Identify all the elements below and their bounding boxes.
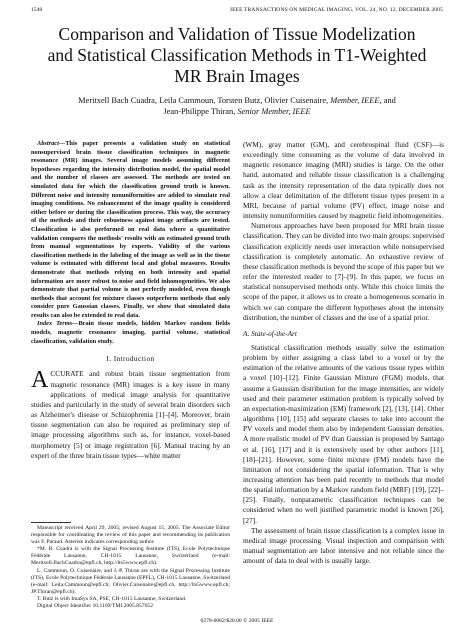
author-line-2 <box>40 106 434 117</box>
footnote-2: *M. B. Cuadra is with the Signal Processing Institute (ITS), Ecole Polytechnique Fédérale Lausanne, CH-1015 Lausanne, Switzerland (e-mail: Meritxell.BachCuadra@epfl.ch, http://lts5www.epfl.ch). <box>31 546 230 567</box>
title-line-3: MR Brain Images <box>174 66 300 86</box>
authors-and: and <box>383 96 396 105</box>
section-heading-introduction: I. Introduction <box>106 354 155 364</box>
classification-approaches-paragraph: Numerous approaches have been proposed for MRI brain tissue classification. They can be divided into two main groups: supervised classification explicitly needs user interaction while nonsupervised classification is completely automatic. An exhaustive review of these classification methods is beyond the scope of this paper but we refer the interested reader to [7]–[9]. In this paper, we focus on statistical nonsupervised methods only. While this choice limits the scope of the paper, it allows us to create a homogeneous scenario in which we can compare the different hypotheses about the intensity distribution, the number of classes and the use of a spatial prior. <box>243 221 444 322</box>
author-line-1 <box>40 95 434 106</box>
intro-paragraph <box>31 369 230 460</box>
page-number: 1548 <box>31 7 43 13</box>
abstract <box>31 140 230 320</box>
footnotes <box>31 522 230 610</box>
footnote-3: L. Cammoun, O. Cuisenaire, and J.-P. Thiran are with the Signal Processing Institute (ITS), Ecole Polytechnique Fédérale Lausanne (EPFL), CH-1015 Lausanne, Switzerland (e-mail: Leila.Cammoun@epfl.ch; Olivier.Cuisenaire@epfl.ch, http://lts5www.epfl.ch; JP.Thiran@epfl.ch). <box>31 567 230 595</box>
copyright-line: 0278-0062/$20.00 © 2005 IEEE <box>200 618 274 624</box>
index-terms <box>31 320 230 346</box>
abstract-text: This paper presents a validation study on statistical nonsupervised brain tissue classification techniques in magnetic resonance (MR) images. Several image models assuming different hypotheses regarding the intensity distribution model, the spatial model and the number of classes are assessed. The methods are tested on simulated data for which the classification ground truth is known. Different noise and intensity nonuniformities are added to simulate real imaging conditions. No enhancement of the image quality is considered either before or during the classification process. This way, the accuracy of the methods and their robustness against image artifacts are tested. Classification is also performed on real data where a quantitative validation compares the methods' results with an estimated ground truth from manual segmentations by experts. Validity of the various classification methods in the labeling of the image as well as in the tissue volume is estimated with different local and global measures. Results demonstrate that methods relying on both intensity and spatial information are more robust to noise and field inhomogeneities. We also demonstrate that partial volume is not perfectly modeled, even though methods that account for mixture classes outperform methods that only consider pure Gaussian classes. Finally, we show that simulated data results can also be extended to real data. <box>31 140 230 319</box>
assessment-paragraph: The assessment of brain tissue classification is a complex issue in medical image processing. Visual inspection and comparison with manual segmentation are labor intensive and not reliable since the amount of data to deal with is usually large. <box>243 525 444 566</box>
footnote-rule <box>31 522 71 523</box>
authors-role-1: Member, IEEE, <box>330 96 382 105</box>
footnote-1: Manuscript received April 29, 2005; revised August 15, 2005. The Associate Editor responsible for coordinating the review of this paper and recommending its publication was F. Paraud. Asterisk indicates corresponding author. <box>31 525 230 546</box>
index-terms-text: Brain tissue models, hidden Markov random fields models, magnetic resonance imaging, partial volume, statistical classification, validation study. <box>31 320 230 345</box>
title-line-1: Comparison and Validation of Tissue Modelization <box>58 24 416 44</box>
intro-continued: (WM), gray matter (GM), and cerebrospinal fluid (CSF)—is exceedingly time consuming as the volume of data involved in magnetic resonance imaging (MRI) studies is large. On the other hand, automated and reliable tissue classification is a challenging task as the intensity representation of the data typically does not allow a clear delimitation of the different tissue types present in a MRI, because of partial volume (PV) effect, image noise and intensity nonuniformities caused by magnetic field inhomogeneities. <box>243 140 444 221</box>
running-head <box>31 7 443 17</box>
footnote-5: Digital Object Identifier 10.1109/TMI.2005.857652 <box>37 603 153 610</box>
paper-title <box>20 24 454 87</box>
authors-names-2: Jean-Philippe Thiran, <box>163 107 236 116</box>
journal-citation: IEEE TRANSACTIONS ON MEDICAL IMAGING, VOL. 24, NO. 12, DECEMBER 2005 <box>230 7 443 13</box>
right-column <box>243 140 444 566</box>
abstract-lead: Abstract— <box>37 140 66 147</box>
state-of-the-art-paragraph: Statistical classification methods usually solve the estimation problem by either assigning a class label to a voxel or by the estimation of the relative amounts of the various tissue types within a voxel [10]–[12]. Finite Gaussian Mixture (FGM) models, that assume a Gaussian distribution for the image intensities, are widely used and their parameter estimation problem is typically solved by an expectation-maximization (EM) framework [2], [13], [14]. Other algorithms [10], [15] add separate classes to take into account the PV voxels and model them also by independent Gaussian densities. A more realistic model of PV than Gaussian is proposed by Santago et al. [16], [17] and it is extensively used by other authors [11], [18]–[21]. However, some finite mixture (FM) models have the limitation of not considering the spatial information. That is why increasing attention has been paid recently to methods that model the spatial information by a Markov random field (MRF) [19], [22]–[25]. Finally, nonparametric classification techniques can be considered when no well justified parametric model is known [26], [27]. <box>243 342 444 525</box>
author-list <box>40 95 434 117</box>
authors-role-2: Senior Member, IEEE <box>237 107 311 116</box>
left-column <box>31 140 230 461</box>
footnote-4: T. Butz is with ImaSys SA, PSE, CH-1015 Lausanne, Switzerland. <box>37 595 187 602</box>
subsection-heading-state-of-the-art: A. State-of-the-Art <box>243 328 297 338</box>
authors-names-1: Meritxell Bach Cuadra, Leila Cammoun, Torsten Butz, Olivier Cuisenaire, <box>78 96 329 105</box>
intro-text: CCURATE and robust brain tissue segmentation from magnetic resonance (MR) images is a key issue in many applications of medical image analysis for quantitative studies and particularly in the study of several brain disorders such as Alzheimer's disease or Schizophrenia [1]–[4]. Moreover, brain tissue segmentation can also be required as preliminary step of image processing algorithms such as, for instance, voxel-based morphometry [5] or image registration [6]. Manual tracing by an expert of the three brain tissue types—white matter <box>31 369 230 460</box>
index-terms-lead: Index Terms— <box>37 320 79 328</box>
title-line-2: and Statistical Classification Methods in T1-Weighted <box>47 45 427 65</box>
drop-cap: A <box>31 367 49 394</box>
